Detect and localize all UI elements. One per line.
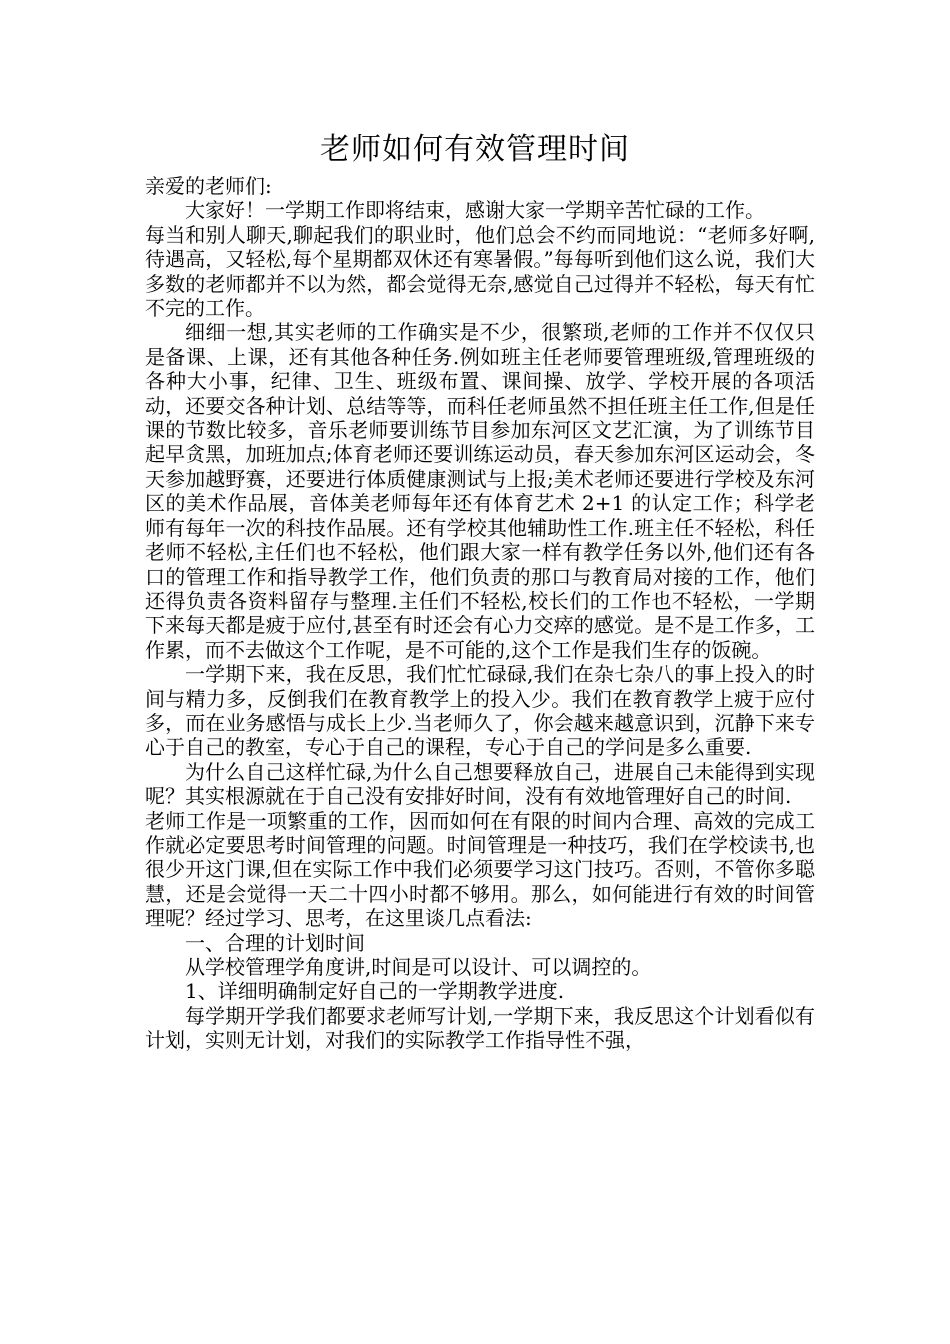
- paragraph: 每学期开学我们都要求老师写计划,一学期下来，我反思这个计划看似有计划，实则无计划，对我们的实际教学工作指导性不强，: [145, 1003, 815, 1053]
- paragraph-greeting: 亲爱的老师们:: [145, 174, 272, 198]
- paragraph: 从学校管理学角度讲,时间是可以设计、可以调控的。: [185, 955, 652, 979]
- paragraph: 细细一想,其实老师的工作确实是不少，很繁琐,老师的工作并不仅仅只是备课、上课，还有其他各种任务.例如班主任老师要管理班级,管理班级的各种大小事，纪律、卫生、班级布置、课间操、放学、学校开展的各项活动，还要交各种计划、总结等等，而科任老师虽然不担任班主任工作,但是任课的节数比较多，音乐老师要训练节目参加东河区文艺汇演，为了训练节目起早贪黑，加班加点;体育老师还要训练运动员，春天参加东河区运动会，冬天参加越野赛，还要进行体质健康测试与上报;美术老师还要进行学校及东河区的美术作品展，音体美老师每年还有体育艺术 2+1 的认定工作；科学老师有每年一次的科技作品展。还有学校其他辅助性工作.班主任不轻松，科任老师不轻松,主任们也不轻松，他们跟大家一样有教学任务以外,他们还有各口的管理工作和指导教学工作，他们负责的那口与教育局对接的工作，他们还得负责各资料留存与整理.主任们不轻松,校长们的工作也不轻松，一学期下来每天都是疲于应付,甚至有时还会有心力交瘁的感觉。是不是工作多，工作累，而不去做这个工作呢，是不可能的,这个工作是我们生存的饭碗。: [145, 320, 815, 662]
- paragraph: 一学期下来，我在反思，我们忙忙碌碌,我们在杂七杂八的事上投入的时间与精力多，反倒我们在教育教学上的投入少。我们在教育教学上疲于应付多，而在业务感悟与成长上少.当老师久了，你会越来越意识到，沉静下来专心于自己的教室，专心于自己的课程，专心于自己的学问是多么重要.: [145, 662, 815, 760]
- section-heading: 一、合理的计划时间: [185, 930, 365, 955]
- paragraph: 每当和别人聊天,聊起我们的职业时，他们总会不约而同地说：“老师多好啊,待遇高，又轻松,每个星期都双休还有寒暑假。”每每听到他们这么说，我们大多数的老师都并不以为然，都会觉得无奈,感觉自己过得并不轻松，每天有忙不完的工作。: [145, 222, 815, 321]
- sub-heading: 1、详细明确制定好自己的一学期教学进度.: [185, 979, 565, 1004]
- paragraph: 老师工作是一项繁重的工作，因而如何在有限的时间内合理、高效的完成工作就必定要思考时间管理的问题。时间管理是一种技巧，我们在学校读书,也很少开这门课,但在实际工作中我们必须要学习这门技巧。否则，不管你多聪慧，还是会觉得一天二十四小时都不够用。那么，如何能进行有效的时间管理呢？经过学习、思考，在这里谈几点看法:: [145, 808, 815, 931]
- paragraph: 为什么自己这样忙碌,为什么自己想要释放自己，进展自己未能得到实现呢？其实根源就在于自己没有安排好时间，没有有效地管理好自己的时间.: [145, 759, 815, 809]
- paragraph: 大家好！一学期工作即将结束，感谢大家一学期辛苦忙碌的工作。: [185, 198, 765, 223]
- document-title: 老师如何有效管理时间: [320, 132, 630, 167]
- document-body: [145, 174, 815, 1053]
